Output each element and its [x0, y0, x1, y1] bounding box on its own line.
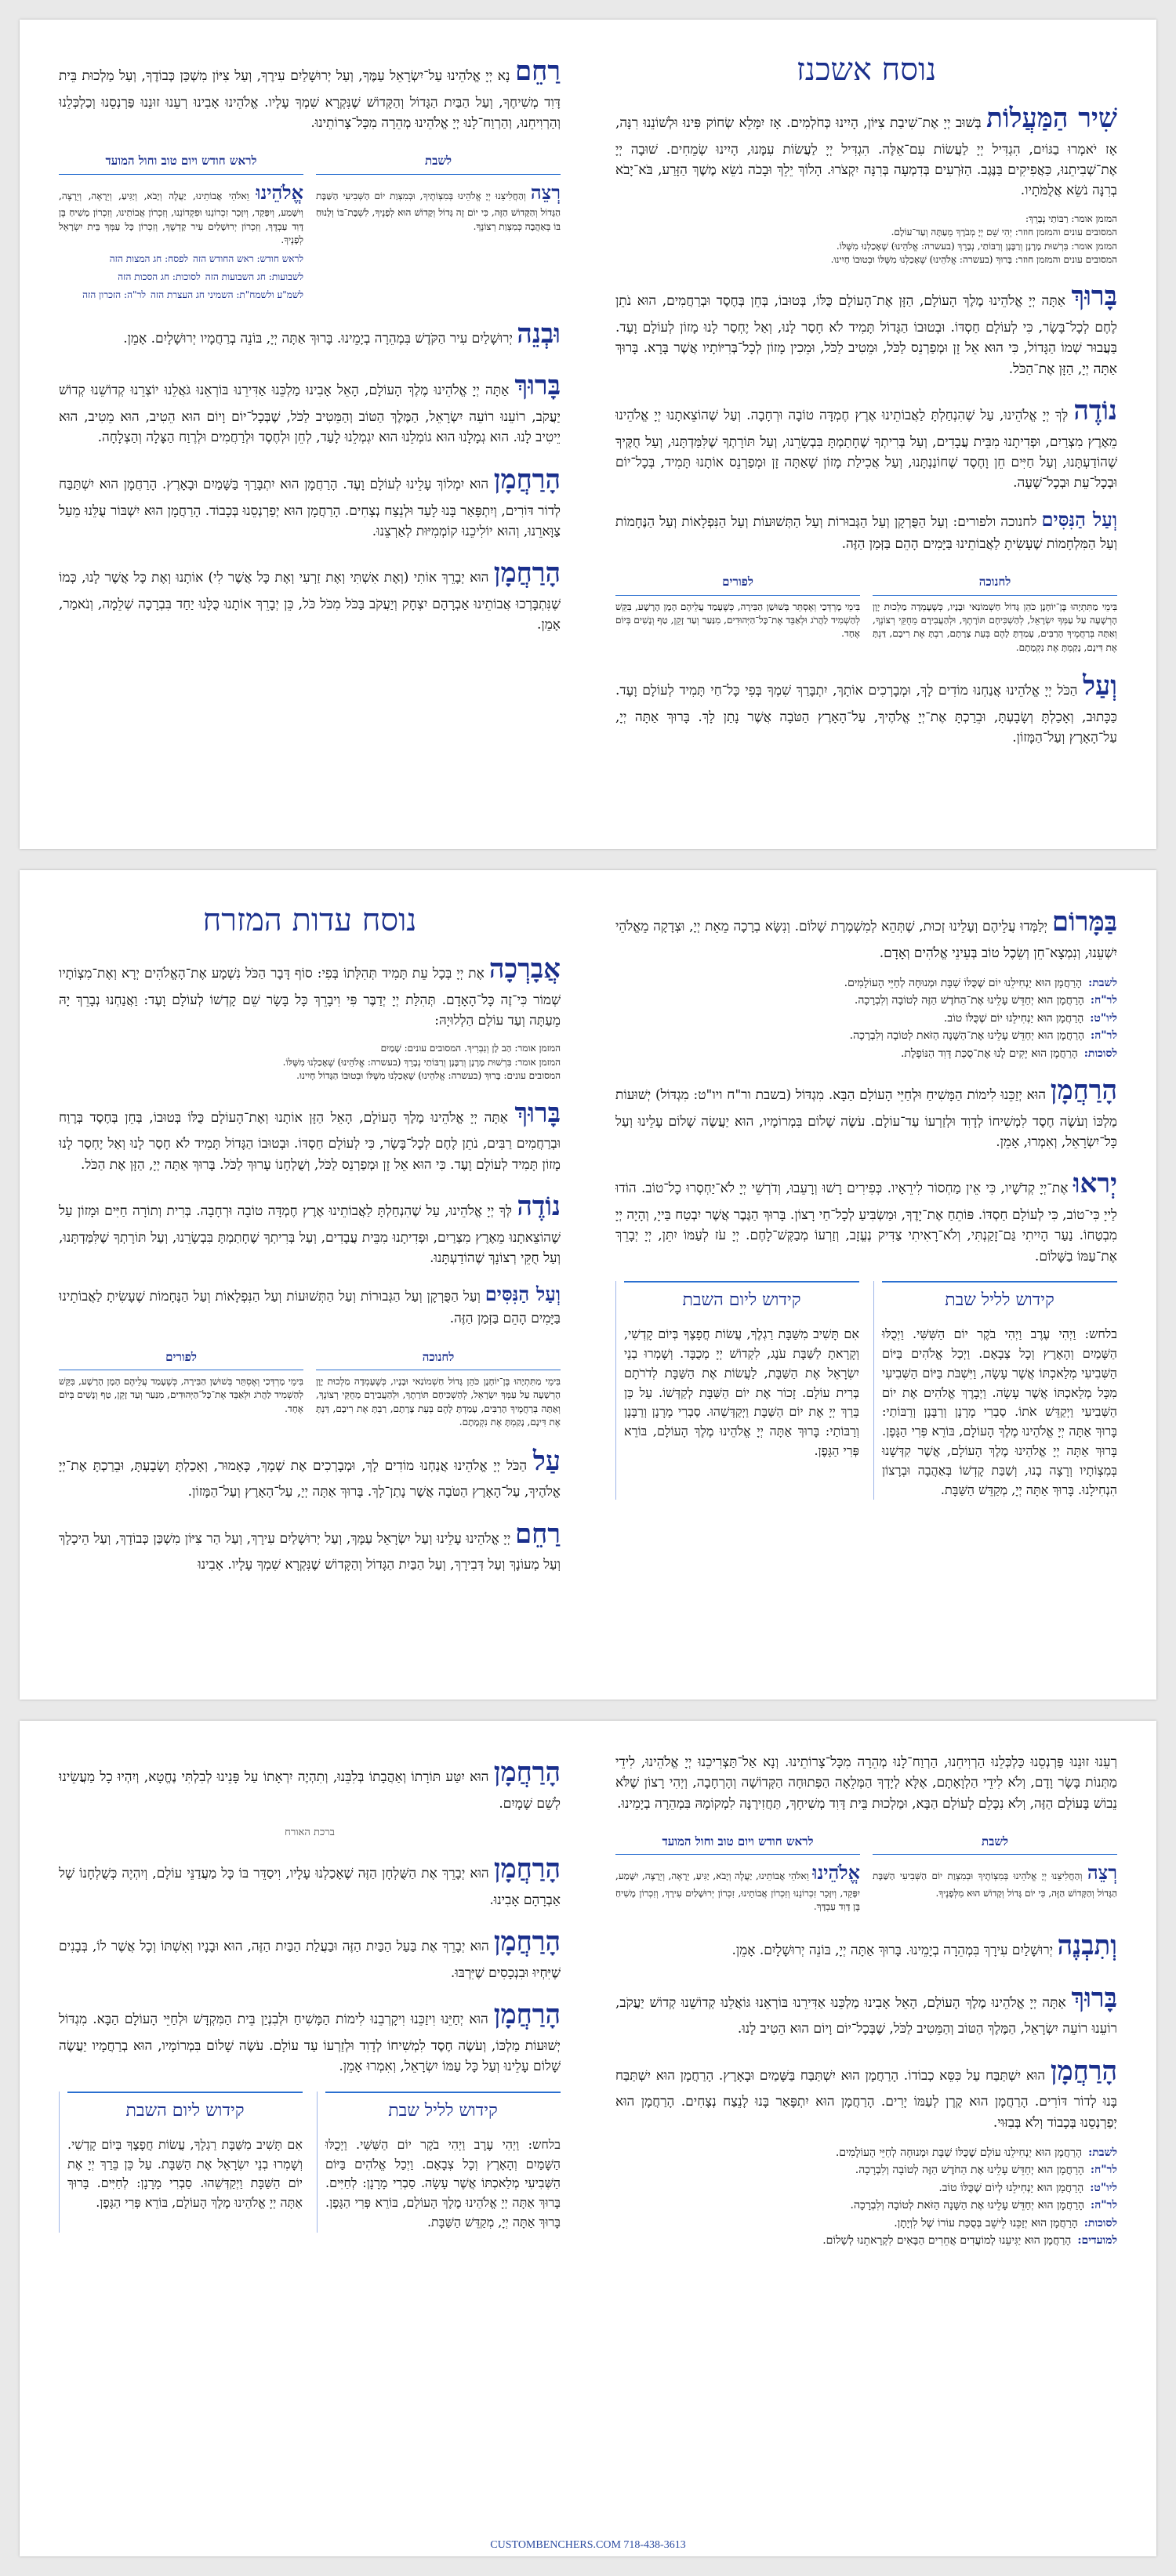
uvneh-paragraph — [59, 314, 561, 355]
nusach-edot-hamizrach-title: נוסח עדות המזרח — [202, 902, 417, 938]
special-harachaman-lines — [615, 974, 1117, 1062]
harachaman-torah-paragraph — [59, 1752, 561, 1814]
harachaman-table-text: הוּא יְבָרֵךְ אֶת הַשֻּׁלְחָן הַזֶּה שֶׁאָכַלְנוּ עָלָיו, וִיסַדֵּר בּוֹ כָּל מַעֲדַנֵּי עוֹלָם, וְיִהְיֶה כְּשֻׁלְחָנוֹ שֶׁל אַבְרָהָם אָבִינוּ. — [59, 1866, 561, 1908]
yaaleh-veyavo-insert — [59, 144, 303, 302]
hatov-text: אַתָּה יְיָ אֱלֹהֵינוּ מֶלֶךְ הָעוֹלָם, הָאֵל אָבִינוּ מַלְכֵּנוּ אַדִּירֵנוּ בּוֹרְאֵנוּ גֹּאֲלֵנוּ יוֹצְרֵנוּ קְדוֹשֵׁנוּ קְדוֹשׁ יַעֲקֹב, רוֹעֵנוּ רוֹעֵה יִשְׂרָאֵל, הַמֶּלֶךְ הַטּוֹב וְהַמֵּטִיב לַכֹּל, שֶׁבְּכָל־יוֹם וָיוֹם הוּא הֵטִיב, הוּא מֵטִיב, הוּא יֵיטִיב לָנוּ. הוּא גְמָלָנוּ הוּא גוֹמְלֵנוּ הוּא יִגְמְלֵנוּ לָעַד, לְחֵן וּלְחֶסֶד וּלְרַחֲמִים וּלְרֶוַח הַצָּלָה וְהַצְלָחָה. — [59, 383, 561, 446]
bencher-page-3 — [20, 1721, 1156, 2556]
birkas-haoreach-heading: ברכת האורח — [285, 1827, 335, 1839]
harachaman-paragraph — [615, 2051, 1117, 2133]
chanukah-text: בִּימֵי מַתִּתְיָהוּ בֶּן־יוֹחָנָן כֹּהֵן גָּדוֹל חַשְׁמוֹנַאי וּבָנָיו, כְּשֶׁעָמְדָה מַלְכוּת יָוָן הָרְשָׁעָה עַל עַמְּךָ יִשְׂרָאֵל, לְהַשְׁכִּיחָם תּוֹרָתֶךָ, וּלְהַעֲבִירָם מֵחֻקֵּי רְצוֹנֶךָ, וְאַתָּה בְּרַחֲמֶיךָ הָרַבִּים, עָמַדְתָּ לָהֶם בְּעֵת צָרָתָם, רַבְתָּ אֶת רִיבָם, דַּנְתָּ אֶת דִּינָם, נָקַמְתָּ אֶת נִקְמָתָם. — [316, 1376, 561, 1428]
retzeh-heading: רְצֵה — [530, 180, 561, 204]
al-hanisim-heading: וְעַל הַנִּסִּים — [485, 1283, 561, 1306]
zimun-group-2: המסובים עונים והמזמן חוזר: בָּרוּךְ (בעשרה: אֱלֹהֵינוּ) שֶׁאָכַלְנוּ מִשֶּׁלּוֹ וּבְטוּבוֹ חָיִינוּ. — [830, 253, 1117, 265]
special-line: לר"ה:הָרַחֲמָן הוּא יְחַדֵּשׁ עָלֵינוּ אֶת־הַשָּׁנָה הַזֹּאת לְטוֹבָה וְלִבְרָכָה. — [849, 1029, 1117, 1043]
hazan-paragraph — [615, 276, 1117, 379]
harachaman-heading: הָרַחֲמָן — [493, 1853, 561, 1885]
special-line: למועדים:הָרַחֲמָן הוּא יַגִּיעֵנוּ לְמוֹעֲדִים אֲחֵרִים הַבָּאִים לִקְרָאתֵנוּ לְשָׁלוֹם. — [822, 2233, 1117, 2247]
yaaleh-text: וֵאלֹהֵי אֲבוֹתֵינוּ, יַעֲלֶה וְיָבֹא, וְיַגִּיעַ, וְיֵרָאֶה, וְיֵרָצֶה, וְיִשָּׁמַע, וְיִפָּקֵד, וְיִזָּכֵר זִכְרוֹנֵנוּ וּפִקְדוֹנֵנוּ, וְזִכְרוֹן אֲבוֹתֵינוּ, וְזִכְרוֹן מָשִׁיחַ בֶּן דָּוִד עַבְדֶּךָ, וְזִכְרוֹן יְרוּשָׁלַיִם עִיר קָדְשֶׁךָ, וְזִכְרוֹן כָּל עַמְּךָ בֵּית יִשְׂרָאֵל לְפָנֶיךָ. — [59, 190, 303, 246]
nodeh-paragraph — [615, 390, 1117, 494]
page1-right-column — [615, 51, 1117, 825]
yomtov-heading: לראש חודש ויום טוב וחול המועד — [59, 151, 303, 174]
harachaman-mashiach-text: הוּא יְחַיֵּנוּ וִיזַכֵּנוּ וִיקָרְבֵנוּ לִימוֹת הַמָּשִׁיחַ וּלְבִנְיַן בֵּית הַמִּקְדָּשׁ וּלְחַיֵּי הָעוֹלָם הַבָּא. מִגְדּוֹל יְשׁוּעוֹת מַלְכּוֹ, וְעֹשֶׂה חֶסֶד לִמְשִׁיחוֹ לְדָוִד וּלְזַרְעוֹ עַד עוֹלָם. עֹשֶׂה שָׁלוֹם בִּמְרוֹמָיו, הוּא בְרַחֲמָיו יַעֲשֶׂה שָׁלוֹם עָלֵינוּ וְעַל כָּל עַמּוֹ יִשְׂרָאֵל, וְאִמְרוּ אָמֵן. — [59, 2012, 561, 2075]
bamarom-text: יְלַמְּדוּ עֲלֵיהֶם וְעָלֵינוּ זְכוּת, שֶׁתְּהֵא לְמִשְׁמֶרֶת שָׁלוֹם. וְנִשָּׂא בְרָכָה מֵאֵת יְיָ, וּצְדָקָה מֵאֱלֹהֵי יִשְׁעֵנוּ, וְנִמְצָא־חֵן וְשֵׂכֶל טוֹב בְּעֵינֵי אֱלֹהִים וְאָדָם. — [615, 919, 1117, 961]
baruch-heading: בָּרוּךְ — [514, 1097, 561, 1129]
hazan-paragraph — [59, 1093, 561, 1175]
chanukah-purim-inserts — [615, 565, 1117, 655]
retzeh-insert — [873, 1825, 1117, 1914]
hatov-vehameitiv-paragraph — [615, 1978, 1117, 2040]
yiru-paragraph — [615, 1163, 1117, 1267]
shabbos-heading: לשבת — [316, 151, 561, 174]
rachem-heading: רַחֵם — [514, 1518, 561, 1550]
veal-heading: וְעַל — [1083, 670, 1117, 702]
kiddush-day-heading: קידוש ליום השבת — [624, 1281, 859, 1319]
nusach-ashkenaz-title: נוסח אשכנז — [796, 52, 937, 88]
al-hanisim-paragraph — [59, 1279, 561, 1330]
zimun-leader-2: המזמן אומר: בִּרְשׁוּת מָרָנָן וְרַבָּנָן וְרַבּוֹתַי, נְבָרֵךְ (בעשרה: אֱלֹהֵינוּ) שֶׁאָכַלְנוּ מִשֶּׁלּוֹ. — [836, 240, 1117, 252]
harachaman-heading: הָרַחֲמָן — [1050, 2055, 1117, 2087]
kiddush-night-text: בלחש: וַיְהִי עֶרֶב וַיְהִי בֹקֶר יוֹם הַשִּׁשִּׁי. וַיְכֻלּוּ הַשָּׁמַיִם וְהָאָרֶץ וְכָל צְבָאָם. וַיְכַל אֱלֹהִים בַּיּוֹם הַשְּׁבִיעִי מְלַאכְתּוֹ אֲשֶׁר עָשָׂה, וַיִּשְׁבֹּת בַּיּוֹם הַשְּׁבִיעִי מִכָּל מְלַאכְתּוֹ אֲשֶׁר עָשָׂה. וַיְבָרֶךְ אֱלֹהִים אֶת יוֹם הַשְּׁבִיעִי וַיְקַדֵּשׁ אֹתוֹ. סַבְרִי מָרָנָן וְרַבָּנָן וְרַבּוֹתַי: בָּרוּךְ אַתָּה יְיָ אֱלֹהֵינוּ מֶלֶךְ הָעוֹלָם, בּוֹרֵא פְּרִי הַגָּפֶן. בָּרוּךְ אַתָּה יְיָ אֱלֹהֵינוּ מֶלֶךְ הָעוֹלָם, אֲשֶׁר קִדְּשָׁנוּ בְּמִצְוֹתָיו וְרָצָה בָנוּ, וְשַׁבַּת קָדְשׁוֹ בְּאַהֲבָה וּבְרָצוֹן הִנְחִילָנוּ. בָּרוּךְ אַתָּה יְיָ, מְקַדֵּשׁ הַשַּׁבָּת. — [882, 1326, 1117, 1497]
special-line: לסוכות:הָרַחֲמָן הוּא יְזַכֵּנוּ לֵישֵׁב בְּסֻכַּת עוֹרוֹ שֶׁל לִוְיָתָן. — [894, 2216, 1117, 2230]
retzeh-text: וְהַחֲלִיצֵנוּ יְיָ אֱלֹהֵינוּ בְּמִצְוֹתֶיךָ, וּבְמִצְוַת יוֹם הַשְּׁבִיעִי הַשַּׁבָּת הַגָּדוֹל וְהַקָּדוֹשׁ הַזֶּה, כִּי יוֹם זֶה גָּדוֹל וְקָדוֹשׁ הוּא לְפָנֶיךָ, לִשְׁבָּת־בּוֹ וְלָנוּחַ בּוֹ בְּאַהֲבָה כְּמִצְוַת רְצוֹנֶךָ. — [316, 190, 561, 232]
holiday-item: לסוכות: חג הסכות הזה — [118, 270, 201, 282]
rachem-heading: רַחֵם — [514, 56, 561, 87]
special-line: לסוכות:הָרַחֲמָן הוּא יָקִים לָנוּ אֶת־סֻכַּת דָּוִד הַנּוֹפָלֶת. — [900, 1047, 1117, 1060]
baruch-heading: בָּרוּךְ — [514, 370, 561, 402]
rachem-paragraph — [59, 51, 561, 133]
harachaman-host-text: הוּא יְבָרֵךְ אֶת בַּעַל הַבַּיִת הַזֶּה וּבַעֲלַת הַבַּיִת הַזֶּה, הוּא וּבָנָיו וְאִשְׁתּוֹ וְכָל אֲשֶׁר לוֹ, בְּבָנִים שֶׁיִּחְיוּ וּבִנְכָסִים שֶׁיִּרְבּוּ. — [59, 1939, 561, 1981]
harachaman-text: הוּא יִשְׁתַּבַּח עַל כִּסֵּא כְבוֹדוֹ. הָרַחֲמָן הוּא יִשְׁתַּבַּח בַּשָּׁמַיִם וּבָאָרֶץ. הָרַחֲמָן הוּא יִשְׁתַּבַּח בָּנוּ לְדוֹר דּוֹרִים. הָרַחֲמָן הוּא קֶרֶן לְעַמּוֹ יָרִים. הָרַחֲמָן הוּא יִתְפָּאַר בָּנוּ לָנֵצַח נְצָחִים. הָרַחֲמָן הוּא יְפַרְנְסֵנוּ בְּכָבוֹד וְלֹא בְּבִזּוּי. — [615, 2067, 1117, 2131]
yiru-heading: יְראוּ — [1073, 1168, 1117, 1200]
rachem-text: נָא יְיָ אֱלֹהֵינוּ עַל־יִשְׂרָאֵל עַמֶּךָ, וְעַל יְרוּשָׁלַיִם עִירֶךָ, וְעַל צִיּוֹן מִשְׁכַּן כְּבוֹדֶךָ, וְעַל מַלְכוּת בֵּית דָּוִד מְשִׁיחֶךָ, וְעַל הַבַּיִת הַגָּדוֹל וְהַקָּדוֹשׁ שֶׁנִּקְרָא שִׁמְךָ עָלָיו. אֱלֹהֵינוּ אָבִינוּ רְעֵנוּ זוּנֵנוּ פַּרְנְסֵנוּ וְכַלְכְּלֵנוּ וְהַרְוִיחֵנוּ, וְהַרְוַח־לָנוּ יְיָ אֱלֹהֵינוּ מְהֵרָה מִכָּל־צָרוֹתֵינוּ. — [59, 68, 561, 132]
special-line: לר"ח:הָרַחֲמָן הוּא יְחַדֵּשׁ עָלֵינוּ אֶת־הַחֹדֶשׁ הַזֶּה לְטוֹבָה וְלִבְרָכָה. — [854, 994, 1117, 1007]
holiday-item: לר"ה: הזכרון הזה — [82, 289, 146, 301]
harachaman-heading: הָרַחֲמָן — [493, 463, 561, 495]
bamarom-heading: בַּמָּרוֹם — [1051, 906, 1117, 938]
kiddush-section — [615, 1281, 1117, 1500]
al-hanisim-heading: וְעַל הַנִּסִּים — [1041, 507, 1117, 531]
nodeh-paragraph — [59, 1186, 561, 1268]
nodeh-text: לְּךָ יְיָ אֱלֹהֵינוּ, עַל שֶׁהִנְחַלְתָּ לַאֲבוֹתֵינוּ אֶרֶץ חֶמְדָּה טוֹבָה וּרְחָבָה. וְעַל שֶׁהוֹצֵאתָנוּ יְיָ אֱלֹהֵינוּ מֵאֶרֶץ מִצְרַיִם, וּפְדִיתָנוּ מִבֵּית עֲבָדִים, וְעַל בְּרִיתְךָ שֶׁחָתַמְתָּ בִּבְשָׂרֵנוּ, וְעַל תּוֹרָתְךָ שֶׁלִּמַּדְתָּנוּ, וְעַל חֻקֶּיךָ שֶׁהוֹדַעְתָּנוּ, וְעַל חַיִּים חֵן וָחֶסֶד שֶׁחוֹנַנְתָּנוּ, וְעַל אֲכִילַת מָזוֹן שָׁאַתָּה זָן וּמְפַרְנֵס אוֹתָנוּ תָּמִיד, בְּכָל־יוֹם וּבְכָל־עֵת וּבְכָל־שָׁעָה. — [615, 408, 1117, 492]
chanukah-heading: לחנוכה — [873, 571, 1117, 595]
purim-insert — [615, 565, 860, 655]
purim-heading: לפורים — [59, 1347, 303, 1370]
avarcha-heading: אֲבָרְכָה — [488, 953, 561, 985]
al-heading: עַל — [532, 1445, 561, 1477]
retzeh-text: וְהַחֲלִיצֵנוּ יְיָ אֱלֹהֵינוּ בְּמִצְוֹתֶיךָ וּבְמִצְוַת יוֹם הַשְּׁבִיעִי הַשַּׁבָּת הַגָּדוֹל וְהַקָּדוֹשׁ הַזֶּה, כִּי יוֹם גָּדוֹל וְקָדוֹשׁ הוּא מִלְּפָנֶיךָ. — [873, 1870, 1117, 1899]
special-line: לשבת:הָרַחֲמָן הוּא יַנְחִילֵנוּ עוֹלָם שֶׁכֻּלּוֹ שַׁבָּת וּמְנוּחָה לְחַיֵּי הָעוֹלָמִים. — [835, 2146, 1117, 2159]
purim-text: בִּימֵי מָרְדְּכַי וְאֶסְתֵּר בְּשׁוּשַׁן הַבִּירָה, כְּשֶׁעָמַד עֲלֵיהֶם הָמָן הָרָשָׁע, בִּקֵּשׁ לְהַשְׁמִיד לַהֲרֹג וּלְאַבֵּד אֶת־כָּל־הַיְּהוּדִים, מִנַּעַר וְעַד זָקֵן, טַף וְנָשִׁים בְּיוֹם אֶחָד. — [59, 1376, 303, 1414]
tivneh-paragraph — [615, 1925, 1117, 1967]
special-line: ליו"ט:הָרַחֲמָן הוּא יַנְחִילֵנוּ לְיוֹם שֶׁכֻּלּוֹ טוֹב. — [938, 2181, 1117, 2194]
al-hakol-text: הַכֹּל יְיָ אֱלֹהֵינוּ אֲנַחְנוּ מוֹדִים לָךְ, וּמְבָרְכִים אֶת שְׁמָךְ, כָּאָמוּר, וְאָכַלְתָּ וְשָׂבָעְתָּ, וּבֵרַכְתָּ אֶת־יְיָ אֱלֹהֶיךָ, עַל־הָאָרֶץ הַטֹּבָה אֲשֶׁר נָתַן־לָךְ. בָּרוּךְ אַתָּה יְיָ, עַל־הָאָרֶץ וְעַל־הַמָּזוֹן. — [59, 1457, 561, 1500]
al-hanisim-paragraph — [615, 505, 1117, 555]
rachem-paragraph — [59, 1514, 561, 1576]
yaaleh-heading: אֱלֹהֵינוּ — [812, 1861, 860, 1885]
kiddush-day-heading: קידוש ליום השבת — [67, 2092, 303, 2129]
holiday-list — [59, 252, 303, 303]
kiddush-night-heading: קידוש לליל שבת — [325, 2092, 561, 2129]
purim-insert — [59, 1341, 303, 1430]
kiddush-night-text: בלחש: וַיְהִי עֶרֶב וַיְהִי בֹקֶר יוֹם הַשִּׁשִּׁי. וַיְכֻלּוּ הַשָּׁמַיִם וְהָאָרֶץ וְכָל צְבָאָם. וַיְכַל אֱלֹהִים בַּיּוֹם הַשְּׁבִיעִי מְלַאכְתּוֹ אֲשֶׁר עָשָׂה. סַבְרִי מָרָנָן: לְחַיִּים. בָּרוּךְ אַתָּה יְיָ אֱלֹהֵינוּ מֶלֶךְ הָעוֹלָם, בּוֹרֵא פְּרִי הַגָּפֶן. בָּרוּךְ אַתָּה יְיָ, מְקַדֵּשׁ הַשַּׁבָּת. — [325, 2136, 561, 2230]
zimun-leader: המזמן אומר: הַב לָן וְנִבְרִיךְ. המסובים עונים: שָׁמַיִם — [380, 1043, 561, 1054]
shir-hamaalos-text: בְּשׁוּב יְיָ אֶת־שִׁיבַת צִיּוֹן, הָיִינוּ כְּחֹלְמִים. אָז יִמָּלֵא שְׂחוֹק פִּינוּ וּלְשׁוֹנֵנוּ רִנָּה, אָז יֹאמְרוּ בַגּוֹיִם, הִגְדִּיל יְיָ לַעֲשׂוֹת עִם־אֵלֶּה. הִגְדִּיל יְיָ לַעֲשׂוֹת עִמָּנוּ, הָיִינוּ שְׂמֵחִים. שׁוּבָה יְיָ אֶת־שְׁבִיתֵנוּ, כַּאֲפִיקִים בַּנֶּגֶב. הַזֹּרְעִים בְּדִמְעָה בְּרִנָּה יִקְצֹרוּ. הָלוֹךְ יֵלֵךְ וּבָכֹה נֹשֵׂא מֶשֶׁךְ הַזָּרַע, בֹּא־יָבֹא בְרִנָּה נֹשֵׂא אֲלֻמֹּתָיו. — [615, 115, 1117, 199]
zimun-group: המסובים עונים והמזמן חוזר: יְהִי שֵׁם יְיָ מְבֹרָךְ מֵעַתָּה וְעַד־עוֹלָם. — [891, 227, 1117, 238]
special-harachaman-lines — [615, 2144, 1117, 2249]
kiddush-day-text: אִם תָּשִׁיב מִשַּׁבָּת רַגְלֶךָ, עֲשׂוֹת חֲפָצֶךָ בְּיוֹם קָדְשִׁי. וְשָׁמְרוּ בְנֵי יִשְׂרָאֵל אֶת הַשַּׁבָּת. עַל כֵּן בֵּרַךְ יְיָ אֶת יוֹם הַשַּׁבָּת וַיְקַדְּשֵׁהוּ. סַבְרִי מָרָנָן: לְחַיִּים. בָּרוּךְ אַתָּה יְיָ אֱלֹהֵינוּ מֶלֶךְ הָעוֹלָם, בּוֹרֵא פְּרִי הַגָּפֶן. — [67, 2136, 303, 2211]
kiddush-night-heading: קידוש לליל שבת — [882, 1281, 1117, 1319]
harachaman-heading: הָרַחֲמָן — [493, 1757, 561, 1788]
avarcha-text: אֶת יְיָ בְּכָל עֵת תָּמִיד תְּהִלָּתוֹ בְּפִי: סוֹף דָּבָר הַכֹּל נִשְׁמָע אֶת־הָאֱלֹהִים יְרָא וְאֶת־מִצְוֹתָיו שְׁמוֹר כִּי־זֶה כָּל־הָאָדָם. תְּהִלַּת יְיָ יְדַבֶּר פִּי וִיבָרֵךְ כָּל בָּשָׂר שֵׁם קָדְשׁוֹ לְעוֹלָם וָעֶד: וַאֲנַחְנוּ נְבָרֵךְ יָהּ מֵעַתָּה וְעַד עוֹלָם הַלְלוּיָהּ: — [59, 966, 561, 1029]
shir-hamaalos-heading: שִׁיר הַמַּעֲלוֹת — [986, 103, 1117, 134]
yaaleh-heading: אֱלֹהֵינוּ — [256, 180, 303, 204]
page1-left-column — [59, 51, 561, 825]
holiday-item: לפסח: חג המצות הזה — [109, 252, 188, 264]
nodeh-heading: נוֹדֶה — [1073, 395, 1117, 426]
harachaman-torah-text: הוּא יִטַּע תּוֹרָתוֹ וְאַהֲבָתוֹ בְּלִבֵּנוּ, וְתִהְיֶה יִרְאָתוֹ עַל פָּנֵינוּ לְבִלְתִּי נֶחֱטָא, וְיִהְיוּ כָל מַעֲשֵׂינוּ לְשֵׁם שָׁמָיִם. — [59, 1769, 561, 1812]
hatov-vehameitiv-paragraph — [59, 365, 561, 448]
tivneh-heading: וְתִבְנֶה — [1057, 1929, 1117, 1961]
yomtov-heading: לראש חודש ויום טוב וחול המועד — [615, 1831, 860, 1855]
harachaman-heading: הָרַחֲמָן — [493, 1926, 561, 1958]
harachaman-table-paragraph — [59, 1849, 561, 1910]
zimun-leader: המזמן אומר: רַבּוֹתַי נְבָרֵךְ: — [1025, 212, 1117, 224]
harachaman-paragraph — [615, 1070, 1117, 1152]
bencher-page-2 — [20, 870, 1156, 1700]
veal-hakol-paragraph — [615, 666, 1117, 748]
yaaleh-text: וֵאלֹהֵי אֲבוֹתֵינוּ, יַעֲלֶה וְיָבֹא, יַגִּיעַ, יֵרָאֶה, וְיֵרָצֶה, יִשָּׁמַע, יִפָּקֵד, וְיִזָּכֵר זִכְרוֹנֵנוּ וְזִכְרוֹן אֲבוֹתֵינוּ, זִכְרוֹן יְרוּשָׁלַיִם עִירָךְ, וְזִכְרוֹן מָשִׁיחַ בֶּן דָּוִד עַבְדָּךְ. — [615, 1870, 860, 1913]
retzeh-yaaleh-inserts — [59, 144, 561, 302]
uvneh-heading: וּבְנֵה — [517, 317, 561, 350]
hazan-text: אַתָּה יְיָ אֱלֹהֵינוּ מֶלֶךְ הָעוֹלָם, הָאֵל הַזָּן אוֹתָנוּ וְאֶת־הָעוֹלָם כֻּלּוֹ בְּטוּבוֹ, בְּחֵן בְּחֶסֶד בְּרֶוַח וּבְרַחֲמִים רַבִּים, נֹתֵן לֶחֶם לְכָל־בָּשָׂר, כִּי לְעוֹלָם חַסְדּוֹ. וּבְטוּבוֹ הַגָּדוֹל תָּמִיד לֹא חָסַר לָנוּ וְאַל יֶחְסַר לָנוּ מָזוֹן תָּמִיד לְעוֹלָם וָעֶד. כִּי הוּא אֵל זָן וּמְפַרְנֵס לַכֹּל, וְשֻׁלְחָנוֹ עָרוּךְ לַכֹּל. בָּרוּךְ אַתָּה יְיָ, הַזָּן אֶת הַכֹּל. — [59, 1109, 561, 1173]
holiday-item: לשבועות: חג השבועות הזה — [205, 270, 303, 282]
bencher-page-1 — [20, 20, 1156, 849]
retzeh-yaaleh-inserts — [615, 1825, 1117, 1914]
retzeh-heading: רְצֵה — [1087, 1861, 1117, 1885]
al-hanisim-text: לחנוכה ולפורים: וְעַל הַפֻּרְקָן וְעַל הַגְּבוּרוֹת וְעַל הַתְּשׁוּעוֹת וְעַל הַנִּפְלָאוֹת וְעַל הַנֶּחָמוֹת וְעַל הַמִּלְחָמוֹת שֶׁעָשִׂיתָ לַאֲבוֹתֵינוּ בַּיָּמִים הָהֵם בַּזְּמַן הַזֶּה. — [615, 513, 1117, 552]
chanukah-purim-inserts — [59, 1341, 561, 1430]
holiday-item: לראש חודש: ראש החודש הזה — [192, 252, 303, 264]
purim-text: בִּימֵי מָרְדְּכַי וְאֶסְתֵּר בְּשׁוּשַׁן הַבִּירָה, כְּשֶׁעָמַד עֲלֵיהֶם הָמָן הָרָשָׁע, בִּקֵּשׁ לְהַשְׁמִיד לַהֲרֹג וּלְאַבֵּד אֶת־כָּל־הַיְּהוּדִים, מִנַּעַר וְעַד זָקֵן, טַף וְנָשִׁים בְּיוֹם אֶחָד. — [615, 600, 860, 640]
reienu-paragraph: רְעֵנוּ זוּנֵנוּ פַּרְנְסֵנוּ כַּלְכְּלֵנוּ הַרְוִיחֵנוּ, הַרְוַח־לָנוּ מְהֵרָה מִכָּל־צָרוֹתֵינוּ. וְנָא אַל־תַּצְרִיכֵנוּ יְיָ אֱלֹהֵינוּ, לִידֵי מַתְּנוֹת בָּשָׂר וָדָם, וְלֹא לִידֵי הַלְוָאָתָם, אֶלָּא לְיָדְךָ הַמְּלֵאָה הַפְּתוּחָה הַקְּדוֹשָׁה וְהָרְחָבָה, וְיְהִי רָצוֹן שֶׁלֹּא נֵבוֹשׁ בָּעוֹלָם הַזֶּה, וְלֹא נִכָּלֵם לָעוֹלָם הַבָּא, וּמַלְכוּת בֵּית דָּוִד מְשִׁיחָךְ, תַּחֲזִירֶנָּה לִמְקוֹמָהּ בִּמְהֵרָה בְיָמֵינוּ. — [615, 1754, 1117, 1812]
retzeh-insert — [316, 144, 561, 302]
harachaman-mashiach-paragraph — [59, 1994, 561, 2077]
special-line: לר"ה:הָרַחֲמָן הוּא יְחַדֵּשׁ עָלֵינוּ אֶת הַשָּׁנָה הַזֹּאת לְטוֹבָה וְלִבְרָכָה. — [850, 2199, 1117, 2212]
page3-left-column — [59, 1752, 561, 2533]
page2-left-column — [59, 902, 561, 1676]
baruch-heading: בָּרוּךְ — [1071, 1982, 1117, 2014]
special-line: לשבת:הָרַחֲמָן הוּא יַנְחִילֵנוּ יוֹם שֶׁכֻּלּוֹ שַׁבָּת וּמְנוּחָה לְחַיֵּי הָעוֹלָמִים. — [844, 977, 1117, 990]
veal-text: הַכֹּל יְיָ אֱלֹהֵינוּ אֲנַחְנוּ מוֹדִים לָךְ, וּמְבָרְכִים אוֹתָךְ, יִתְבָּרַךְ שִׁמְךָ בְּפִי כָּל־חַי תָּמִיד לְעוֹלָם וָעֶד. כַּכָּתוּב, וְאָכַלְתָּ וְשָׂבָעְתָּ, וּבֵרַכְתָּ אֶת־יְיָ אֱלֹהֶיךָ, עַל־הָאָרֶץ הַטֹּבָה אֲשֶׁר נָתַן לָךְ. בָּרוּךְ אַתָּה יְיָ, עַל־הָאָרֶץ וְעַל־הַמָּזוֹן. — [615, 683, 1117, 746]
nodeh-heading: נוֹדֶה — [517, 1190, 561, 1222]
harachaman-text: הוּא יִמְלוֹךְ עָלֵינוּ לְעוֹלָם וָעֶד. הָרַחֲמָן הוּא יִתְבָּרַךְ בַּשָּׁמַיִם וּבָאָרֶץ. הָרַחֲמָן הוּא יִשְׁתַּבַּח לְדוֹר דּוֹרִים, וְיִתְפָּאַר בָּנוּ לָעַד וּלְנֵצַח נְצָחִים. הָרַחֲמָן הוּא יְפַרְנְסֵנוּ בְּכָבוֹד. הָרַחֲמָן הוּא יִשְׁבּוֹר עֻלֵּנוּ מֵעַל צַוָּארֵנוּ, וְהוּא יוֹלִיכֵנוּ קוֹמְמִיּוּת לְאַרְצֵנוּ. — [59, 476, 561, 539]
harachaman-text: הוּא יְזַכֵּנוּ לִימוֹת הַמָּשִׁיחַ וּלְחַיֵּי הָעוֹלָם הַבָּא. מִגְדּוֹל (בשבת ור"ח ויו"ט: מִגְדּוֹל) יְשׁוּעוֹת מַלְכּוֹ וְעֹשֶׂה חֶסֶד לִמְשִׁיחוֹ לְדָוִד וּלְזַרְעוֹ עַד־עוֹלָם. עֹשֶׂה שָׁלוֹם בִּמְרוֹמָיו, הוּא יַעֲשֶׂה שָׁלוֹם עָלֵינוּ וְעַל כָּל־יִשְׂרָאֵל, וְאִמְרוּ, אָמֵן. — [615, 1087, 1117, 1151]
harachaman-bless-paragraph — [59, 553, 561, 635]
bamarom-paragraph — [615, 902, 1117, 963]
harachaman-host-paragraph — [59, 1921, 561, 1983]
baruch-heading: בָּרוּךְ — [1071, 281, 1117, 313]
shir-hamaalos-paragraph — [615, 98, 1117, 201]
al-hanisim-text: וְעַל הַפֻּרְקָן וְעַל הַגְּבוּרוֹת וְעַל הַתְּשׁוּעוֹת וְעַל הַנִּפְלָאוֹת וְעַל הַנֶּחָמוֹת שֶׁעָשִׂיתָ לַאֲבוֹתֵינוּ בַּיָּמִים הָהֵם בַּזְּמַן הַזֶּה. — [59, 1289, 561, 1327]
yaaleh-veyavo-insert — [615, 1825, 860, 1914]
hazan-text: אַתָּה יְיָ אֱלֹהֵינוּ מֶלֶךְ הָעוֹלָם, הַזָּן אֶת־הָעוֹלָם כֻּלּוֹ, בְּטוּבוֹ, בְּחֵן בְּחֶסֶד וּבְרַחֲמִים, הוּא נֹתֵן לֶחֶם לְכָל־בָּשָׂר, כִּי לְעוֹלָם חַסְדּוֹ. וּבְטוּבוֹ הַגָּדוֹל תָּמִיד לֹא חָסַר לָנוּ, וְאַל יֶחְסַר לָנוּ מָזוֹן לְעוֹלָם וָעֶד. בַּעֲבוּר שְׁמוֹ הַגָּדוֹל, כִּי הוּא אֵל זָן וּמְפַרְנֵס לַכֹּל, וּמֵטִיב לַכֹּל, וּמֵכִין מָזוֹן לְכָל־בְּרִיּוֹתָיו אֲשֶׁר בָּרָא. בָּרוּךְ אַתָּה יְיָ, הַזָּן אֶת־הַכֹּל. — [615, 293, 1117, 377]
special-line: לר"ח:הָרַחֲמָן הוּא יְחַדֵּשׁ עָלֵינוּ אֶת הַחֹדֶשׁ הַזֶּה לְטוֹבָה וְלִבְרָכָה. — [855, 2164, 1117, 2177]
chanukah-insert — [873, 565, 1117, 655]
shabbos-heading: לשבת — [873, 1831, 1117, 1855]
al-hakol-paragraph — [59, 1441, 561, 1503]
holiday-item: לשמ"ע ולשמח"ת: השמיני חג העצרת הזה — [151, 289, 303, 301]
chanukah-text: בִּימֵי מַתִּתְיָהוּ בֶּן־יוֹחָנָן כֹּהֵן גָּדוֹל חַשְׁמוֹנַאי וּבָנָיו, כְּשֶׁעָמְדָה מַלְכוּת יָוָן הָרְשָׁעָה עַל עַמְּךָ יִשְׂרָאֵל, לְהַשְׁכִּיחָם תּוֹרָתֶךָ, וּלְהַעֲבִירָם מֵחֻקֵּי רְצוֹנֶךָ, וְאַתָּה בְּרַחֲמֶיךָ הָרַבִּים, עָמַדְתָּ לָהֶם בְּעֵת צָרָתָם, רַבְתָּ אֶת רִיבָם, דַּנְתָּ אֶת דִּינָם, נָקַמְתָּ אֶת נִקְמָתָם. — [873, 600, 1117, 653]
hatov-text: אַתָּה יְיָ אֱלֹהֵינוּ מֶלֶךְ הָעוֹלָם, הָאֵל אָבִינוּ מַלְכֵּנוּ אַדִּירֵנוּ בּוֹרְאֵנוּ גּוֹאֲלֵנוּ קְדוֹשֵׁנוּ קְדוֹשׁ יַעֲקֹב, רוֹעֵנוּ רוֹעֵה יִשְׂרָאֵל, הַמֶּלֶךְ הַטּוֹב וְהַמֵּטִיב לַכֹּל, שֶׁבְּכָל־יוֹם וָיוֹם הוּא הֵטִיב לָנוּ. — [615, 1994, 1117, 2037]
chanukah-heading: לחנוכה — [316, 1347, 561, 1370]
zimun-group-2: המסובים עונים: בָּרוּךְ (בעשרה: אֱלֹהֵינוּ) שֶׁאָכַלְנוּ מִשֶּׁלּוֹ וּבְטוּבוֹ הַגָּדוֹל חָיִינוּ. — [296, 1070, 561, 1082]
harachaman-heading: הָרַחֲמָן — [1050, 1074, 1117, 1106]
zimun-leader-2: המזמן אומר: בִּרְשׁוּת מָרָנָן וְרַבָּנָן וְרַבּוֹתַי נְבָרֵךְ (בעשרה: אֱלֹהֵינוּ) שֶׁאָכַלְנוּ מִשֶּׁלּוֹ. — [282, 1056, 561, 1068]
chanukah-insert — [316, 1341, 561, 1430]
tivneh-text: יְרוּשָׁלַיִם עִירָךְ בִּמְהֵרָה בְיָמֵינוּ. בָּרוּךְ אַתָּה יְיָ, בּוֹנֵה יְרוּשָׁלָיִם. אָמֵן. — [731, 1942, 1054, 1958]
yiru-text: אֶת־יְיָ קְדֹשָׁיו, כִּי אֵין מַחְסוֹר לִירֵאָיו. כְּפִירִים רָשׁוּ וְרָעֵבוּ, וְדֹרְשֵׁי יְיָ לֹא־יַחְסְרוּ כָל־טוֹב. הוֹדוּ לַייָ כִּי־טוֹב, כִּי לְעוֹלָם חַסְדּוֹ. פּוֹתֵחַ אֶת־יָדֶךָ, וּמַשְׂבִּיעַ לְכָל־חַי רָצוֹן. בָּרוּךְ הַגֶּבֶר אֲשֶׁר יִבְטַח בַּייָ, וְהָיָה יְיָ מִבְטַחוֹ. נַעַר הָיִיתִי גַּם־זָקַנְתִּי, וְלֹא־רָאִיתִי צַדִּיק נֶעֱזָב, וְזַרְעוֹ מְבַקֶּשׁ־לָחֶם. יְיָ עֹז לְעַמּוֹ יִתֵּן, יְיָ יְבָרֵךְ אֶת־עַמּוֹ בַשָּׁלוֹם. — [615, 1181, 1117, 1264]
purim-heading: לפורים — [615, 571, 860, 595]
kiddush-friday-night — [873, 1281, 1117, 1500]
avarcha-paragraph — [59, 949, 561, 1031]
kiddush-section — [59, 2092, 561, 2233]
page2-right-column — [615, 902, 1117, 1676]
kiddush-friday-night — [317, 2092, 561, 2233]
special-line: ליו"ט:הָרַחֲמָן הוּא יַנְחִילֵנוּ יוֹם שֶׁכֻּלּוֹ טוֹב. — [943, 1011, 1117, 1025]
rachem-text: יְיָ אֱלֹהֵינוּ עָלֵינוּ וְעַל יִשְׂרָאֵל עַמָּךְ, וְעַל יְרוּשָׁלַיִם עִירָךְ, וְעַל הַר צִיּוֹן מִשְׁכַּן כְּבוֹדָךְ, וְעַל הֵיכָלָךְ וְעַל מְעוֹנָךְ וְעַל דְּבִירָךְ, וְעַל הַבַּיִת הַגָּדוֹל וְהַקָּדוֹשׁ שֶׁנִּקְרָא שִׁמְךָ עָלָיו. אָבִינוּ — [59, 1530, 561, 1573]
harachaman-paragraph — [59, 459, 561, 542]
harachaman-heading: הָרַחֲמָן — [493, 557, 561, 590]
publisher-footer: CUSTOMBENCHERS.COM 718-438-3613 — [490, 2539, 686, 2551]
uvneh-text: יְרוּשָׁלַיִם עִיר הַקֹּדֶשׁ בִּמְהֵרָה בְיָמֵינוּ. בָּרוּךְ אַתָּה יְיָ, בּוֹנֵה בְרַחֲמָיו יְרוּשָׁלָיִם. אָמֵן. — [123, 330, 513, 346]
nodeh-text: לְּךָ יְיָ אֱלֹהֵינוּ, עַל שֶׁהִנְחַלְתָּ לַאֲבוֹתֵינוּ אֶרֶץ חֶמְדָּה טוֹבָה וּרְחָבָה. בְּרִית וְתוֹרָה חַיִּים וּמָזוֹן עַל שֶׁהוֹצֵאתָנוּ מֵאֶרֶץ מִצְרַיִם, וּפְדִיתָנוּ מִבֵּית עֲבָדִים, וְעַל בְּרִיתְךָ שֶׁחָתַמְתָּ בִּבְשָׂרֵנוּ, וְעַל תּוֹרָתְךָ שֶׁלִּמַּדְתָּנוּ, וְעַל חֻקֵּי רְצוֹנָךְ שֶׁהוֹדַעְתָּנוּ. — [59, 1203, 561, 1266]
harachaman-bless-text: הוּא יְבָרֵךְ אוֹתִי (וְאֶת אִשְׁתִּי וְאֶת זַרְעִי וְאֶת כָּל אֲשֶׁר לִי) אוֹתָנוּ וְאֶת כָּל אֲשֶׁר לָנוּ, כְּמוֹ שֶׁנִּתְבָּרְכוּ אֲבוֹתֵינוּ אַבְרָהָם יִצְחָק וְיַעֲקֹב בַּכֹּל מִכֹּל כֹּל, כֵּן יְבָרֵךְ אוֹתָנוּ כֻּלָּנוּ יַחַד בִּבְרָכָה שְׁלֵמָה, וְנֹאמַר, אָמֵן. — [59, 570, 561, 633]
kiddush-shabbos-day — [615, 1281, 859, 1500]
kiddush-shabbos-day — [59, 2092, 303, 2233]
kiddush-day-text: אִם תָּשִׁיב מִשַּׁבָּת רַגְלֶךָ, עֲשׂוֹת חֲפָצֶךָ בְּיוֹם קָדְשִׁי, וְקָרָאתָ לַשַּׁבָּת עֹנֶג, לִקְדוֹשׁ יְיָ מְכֻבָּד. וְשָׁמְרוּ בְנֵי יִשְׂרָאֵל אֶת הַשַּׁבָּת, לַעֲשׂוֹת אֶת הַשַּׁבָּת לְדֹרֹתָם בְּרִית עוֹלָם. זָכוֹר אֶת יוֹם הַשַּׁבָּת לְקַדְּשׁוֹ. עַל כֵּן בֵּרַךְ יְיָ אֶת יוֹם הַשַּׁבָּת וַיְקַדְּשֵׁהוּ. סַבְרִי מָרָנָן וְרַבָּנָן וְרַבּוֹתַי: בָּרוּךְ אַתָּה יְיָ אֱלֹהֵינוּ מֶלֶךְ הָעוֹלָם, בּוֹרֵא פְּרִי הַגָּפֶן. — [624, 1326, 859, 1458]
harachaman-heading: הָרַחֲמָן — [493, 1999, 561, 2031]
page3-right-column — [615, 1752, 1117, 2533]
